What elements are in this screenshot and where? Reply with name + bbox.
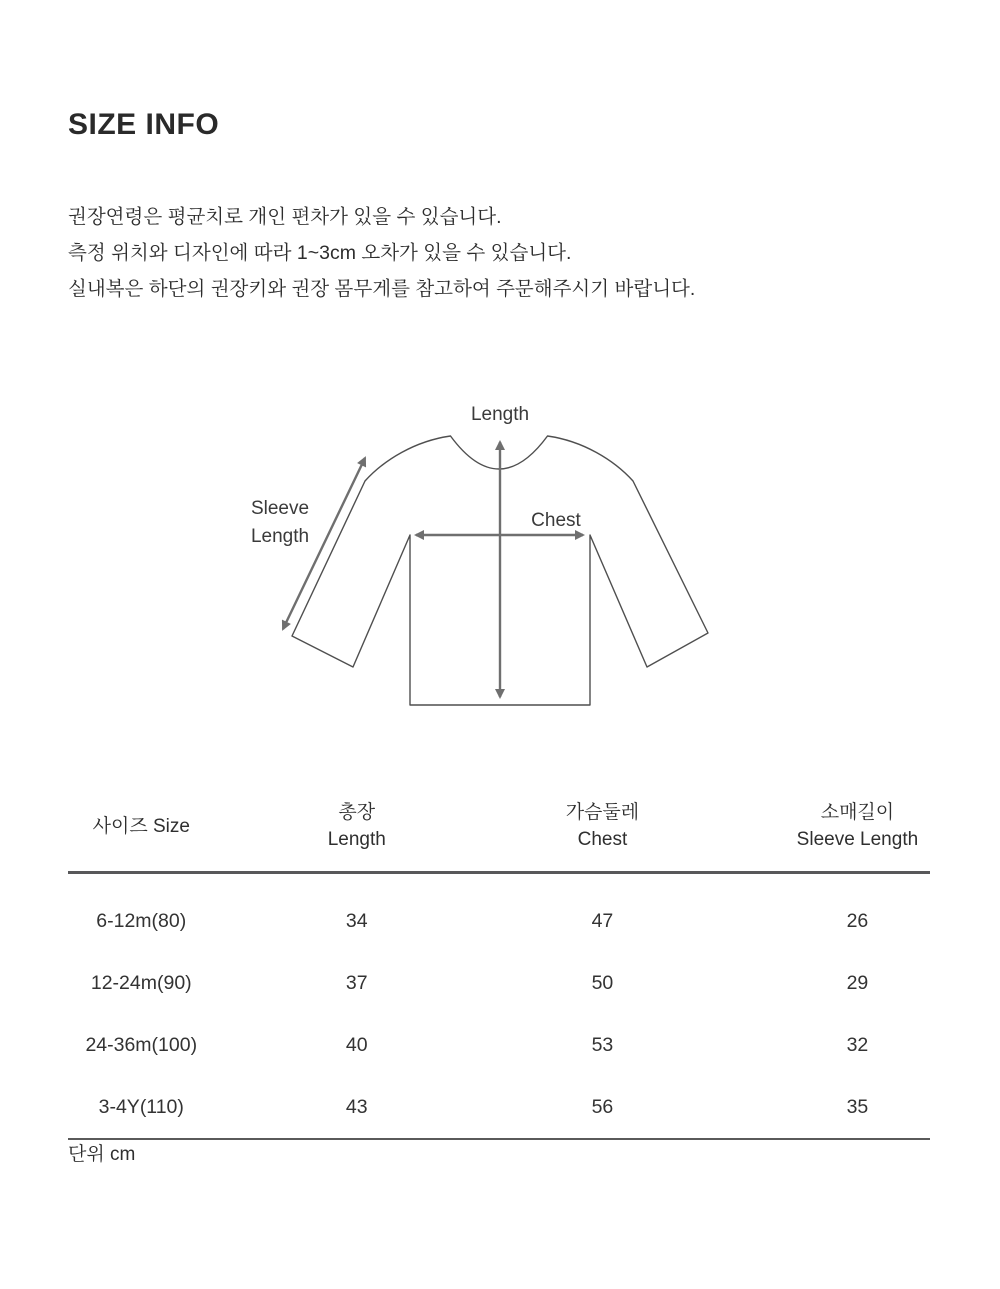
header-row [68,781,930,873]
cell-chest: 56 [499,1076,706,1139]
column-header-sleeve [706,781,930,873]
cell-length: 40 [345,1033,368,1056]
cell-chest: 50 [591,971,614,994]
column-header-chest-kr: 가슴둘레 [565,802,640,823]
cell-size: 12-24m(90) [90,971,192,994]
cell-length: 34 [345,909,368,932]
sleeve-length-label-line2: Length [250,526,310,547]
cell-size: 6-12m(80) [96,909,187,932]
page-title: SIZE INFO [68,108,220,141]
size-table [68,781,930,1140]
table-row [68,1014,930,1076]
table-row [68,1076,930,1139]
column-header-chest [499,781,706,873]
cell-sleeve: 32 [846,1033,869,1056]
unit-note: 단위 cm [68,1144,136,1165]
garment-measurement-diagram [230,395,760,730]
column-header-sleeve-en: Sleeve Length [796,829,919,850]
cell-chest: 47 [591,909,614,932]
cell-chest: 53 [591,1033,614,1056]
cell-length: 43 [215,1076,499,1139]
table-row [68,952,930,1014]
cell-sleeve: 26 [846,909,869,932]
size-table-body [68,873,930,1140]
note-line-1: 권장연령은 평균치로 개인 편차가 있을 수 있습니다. [68,206,502,228]
sleeve-length-label [230,495,330,551]
size-table-header [68,781,930,873]
cell-size: 24-36m(100) [85,1033,198,1056]
cell-length: 37 [345,971,368,994]
column-header-length [215,781,499,873]
garment-diagram-svg [230,395,760,730]
table-row [68,873,930,953]
size-notes [68,199,695,307]
length-label: Length [470,404,530,425]
column-header-length-kr: 총장 [338,802,376,823]
note-line-3: 실내복은 하단의 권장키와 권장 몸무게를 참고하여 주문해주시기 바랍니다. [68,278,696,300]
cell-sleeve: 29 [846,971,869,994]
column-header-length-en: Length [327,829,386,850]
column-header-chest-en: Chest [577,829,628,850]
column-header-sleeve-kr: 소매길이 [820,802,895,823]
chest-label: Chest [531,510,581,531]
note-line-2: 측정 위치와 디자인에 따라 1~3cm 오차가 있을 수 있습니다. [68,242,572,264]
cell-sleeve: 35 [706,1076,930,1139]
column-header-size-label: 사이즈 Size [92,815,190,837]
column-header-size [68,781,215,873]
cell-size: 3-4Y(110) [68,1076,215,1139]
sleeve-length-label-line1: Sleeve [250,498,310,519]
